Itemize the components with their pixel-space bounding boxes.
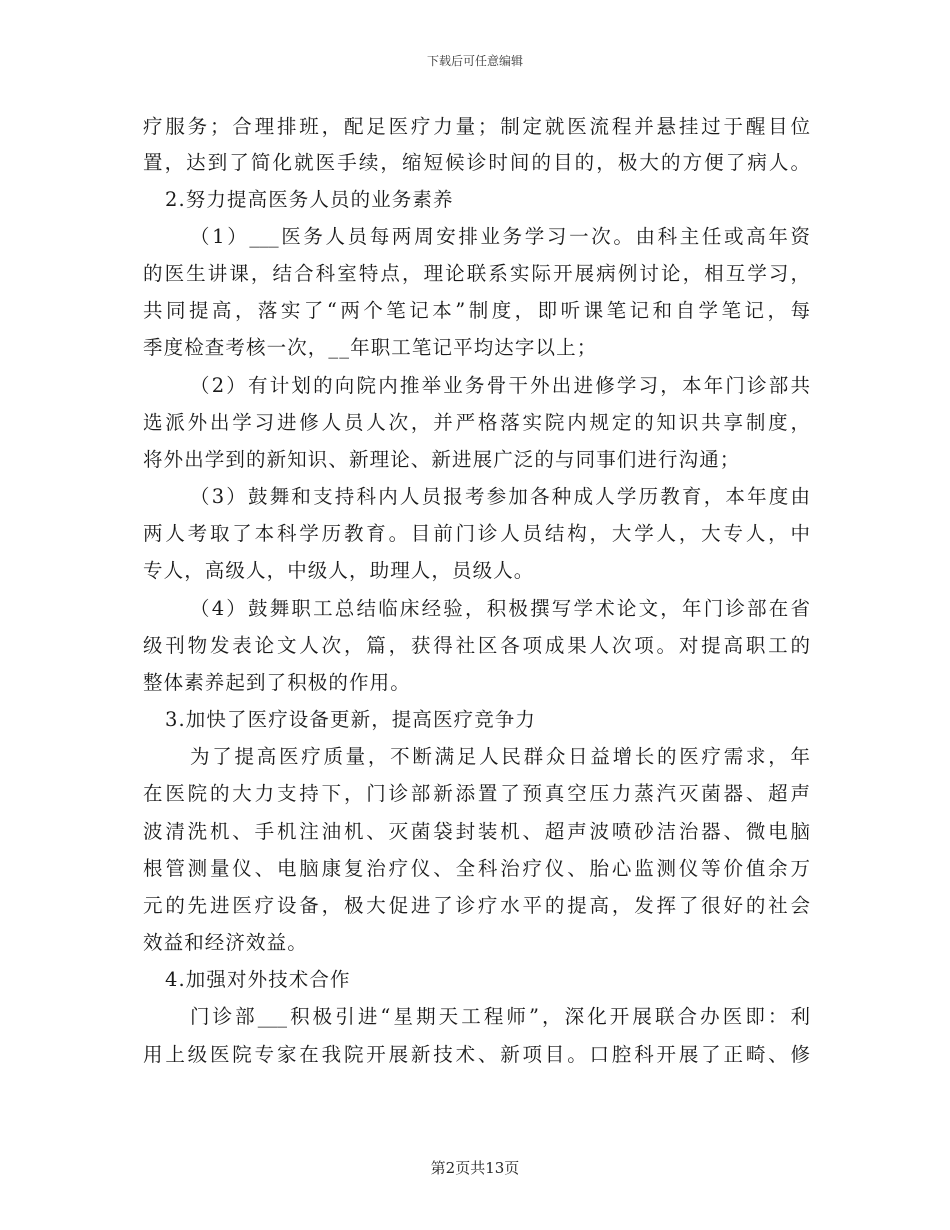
page-header: 下载后可任意编辑: [426, 54, 523, 68]
body-line: 置，达到了简化就医手续，缩短候诊时间的目的，极大的方便了病人。: [143, 151, 810, 174]
body-line: （4）鼓舞职工总结临床经验，积极撰写学术论文，年门诊部在省: [190, 597, 810, 620]
section-heading: 4.加强对外技术合作: [165, 968, 351, 991]
body-line: 根管测量仪、电脑康复治疗仪、全科治疗仪、胎心监测仪等价值余万: [143, 857, 810, 880]
body-line: （2）有计划的向院内推举业务骨干外出进修学习，本年门诊部共: [190, 374, 810, 397]
body-line: 的医生讲课，结合科室特点，理论联系实际开展病例讨论，相互学习，: [143, 262, 810, 285]
section-heading: 3.加快了医疗设备更新，提高医疗竞争力: [165, 708, 537, 731]
body-line: 在医院的大力支持下，门诊部新添置了预真空压力蒸汽灭菌器、超声: [143, 782, 810, 805]
body-line: （3）鼓舞和支持科内人员报考参加各种成人学历教育，本年度由: [190, 485, 810, 508]
body-line: 为了提高医疗质量，不断满足人民群众日益增长的医疗需求，年: [190, 745, 810, 768]
section-heading: 2.努力提高医务人员的业务素养: [165, 188, 454, 211]
body-line: 门诊部___积极引进“星期天工程师”，深化开展联合办医即：利: [190, 1005, 810, 1028]
body-line: 元的先进医疗设备，极大促进了诊疗水平的提高，发挥了很好的社会: [143, 894, 810, 917]
body-line: 级刊物发表论文人次，篇，获得社区各项成果人次项。对提高职工的: [143, 634, 810, 657]
page-number: 第2页共13页: [430, 1159, 520, 1177]
body-line: 用上级医院专家在我院开展新技术、新项目。口腔科开展了正畸、修: [143, 1043, 810, 1066]
body-line: 共同提高，落实了“两个笔记本”制度，即听课笔记和自学笔记，每: [143, 299, 810, 322]
body-line: 将外出学到的新知识、新理论、新进展广泛的与同事们进行沟通；: [143, 448, 741, 471]
body-line: （1）___医务人员每两周安排业务学习一次。由科主任或高年资: [190, 225, 810, 248]
body-line: 专人，高级人，中级人，助理人，员级人。: [143, 559, 535, 582]
body-line: 两人考取了本科学历教育。目前门诊人员结构，大学人，大专人，中: [143, 522, 810, 545]
body-line: 季度检查考核一次，__年职工笔记平均达字以上；: [143, 336, 598, 359]
body-line: 波清洗机、手机注油机、灭菌袋封装机、超声波喷砂洁治器、微电脑: [143, 820, 810, 843]
body-line: 整体素养起到了积极的作用。: [143, 671, 411, 694]
body-line: 疗服务；合理排班，配足医疗力量；制定就医流程并悬挂过于醒目位: [143, 115, 810, 138]
body-line: 选派外出学习进修人员人次，并严格落实院内规定的知识共享制度，: [143, 411, 810, 434]
body-line: 效益和经济效益。: [143, 931, 308, 954]
